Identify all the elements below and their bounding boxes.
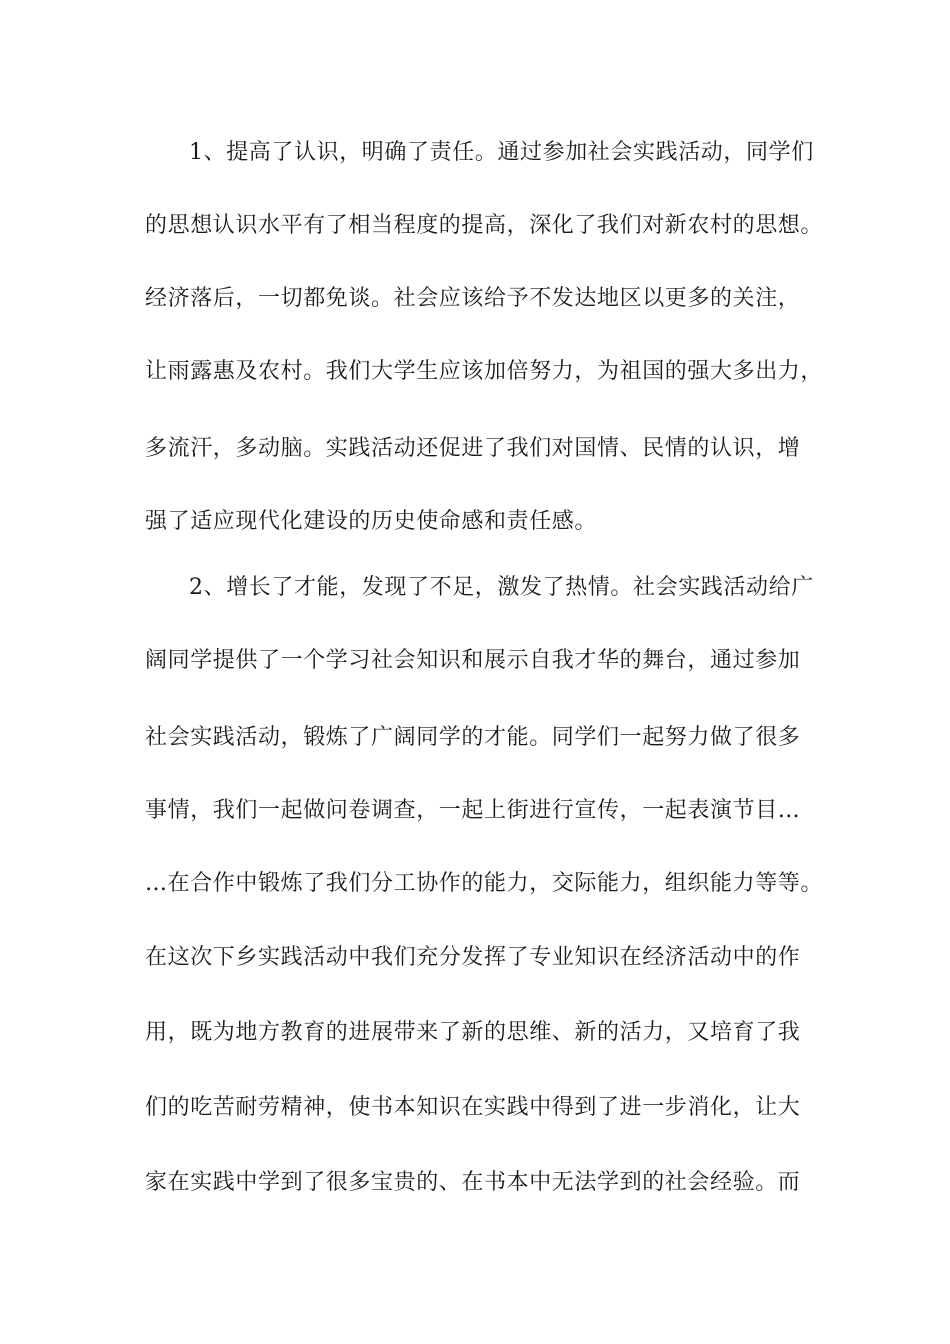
paragraph-2-line-6: 在这次下乡实践活动中我们充分发挥了专业知识在经济活动中的作 [145, 945, 801, 970]
paragraph-2-line-4: 事情，我们一起做问卷调查，一起上街进行宣传，一起表演节目… [145, 798, 801, 823]
paragraph-1-line-4: 让雨露惠及农村。我们大学生应该加倍努力，为祖国的强大多出力， [145, 359, 824, 384]
paragraph-2-line-5: …在合作中锻炼了我们分工协作的能力，交际能力，组织能力等等。 [145, 871, 824, 896]
paragraph-1-line-5: 多流汗，多动脑。实践活动还促进了我们对国情、民情的认识，增 [145, 436, 801, 461]
paragraph-2-line-1: 2、增长了才能，发现了不足，激发了热情。社会实践活动给广 [189, 575, 814, 600]
paragraph-2-line-8: 们的吃苦耐劳精神，使书本知识在实践中得到了进一步消化，让大 [145, 1095, 801, 1120]
paragraph-1-line-2: 的思想认识水平有了相当程度的提高，深化了我们对新农村的思想。 [145, 213, 824, 238]
paragraph-2-line-7: 用，既为地方教育的进展带来了新的思维、新的活力，又培育了我 [145, 1020, 801, 1045]
paragraph-2-line-2: 阔同学提供了一个学习社会知识和展示自我才华的舞台，通过参加 [145, 648, 801, 673]
paragraph-1-line-6: 强了适应现代化建设的历史使命感和责任感。 [145, 509, 598, 534]
paragraph-2-line-3: 社会实践活动，锻炼了广阔同学的才能。同学们一起努力做了很多 [145, 725, 801, 750]
paragraph-1-line-3: 经济落后，一切都免谈。社会应该给予不发达地区以更多的关注， [145, 286, 801, 311]
paragraph-2-line-9: 家在实践中学到了很多宝贵的、在书本中无法学到的社会经验。而 [145, 1170, 801, 1195]
paragraph-1-line-1: 1、提高了认识，明确了责任。通过参加社会实践活动，同学们 [189, 140, 814, 165]
